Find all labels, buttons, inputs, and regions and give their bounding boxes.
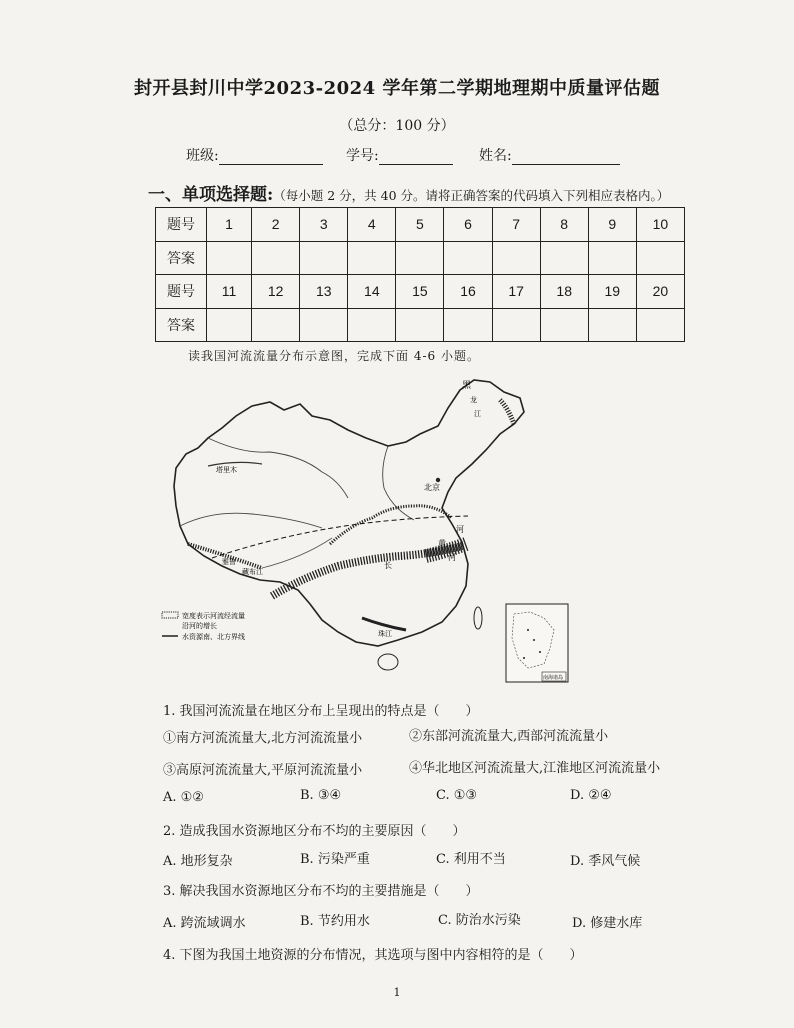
map-intro: 读我国河流流量分布示意图，完成下面 4-6 小题。 bbox=[188, 349, 480, 363]
q1-item-1: ①南方河流流量大,北方河流流量小 bbox=[163, 731, 363, 746]
question-3-stem: 3. 解决我国水资源地区分布不均的主要措施是（ ） bbox=[163, 884, 479, 899]
answer-cell[interactable] bbox=[492, 241, 540, 275]
answer-cell[interactable] bbox=[396, 308, 444, 342]
num-cell: 17 bbox=[492, 275, 540, 309]
section-note: （每小题 2 分，共 40 分。请将正确答案的代码填入下列相应表格内。） bbox=[273, 188, 670, 203]
answer-cell[interactable] bbox=[207, 308, 252, 342]
label-beijing: 北京 bbox=[424, 483, 440, 492]
label-heilongjiang-3: 江 bbox=[474, 410, 481, 418]
ans-label: 答案 bbox=[156, 308, 207, 342]
num-cell: 10 bbox=[636, 208, 684, 242]
class-field bbox=[186, 145, 323, 165]
name-blank[interactable] bbox=[512, 148, 620, 165]
table-row bbox=[156, 308, 685, 342]
q3-option-b[interactable]: B. 节约用水 bbox=[300, 914, 370, 929]
num-cell: 15 bbox=[396, 275, 444, 309]
table-row bbox=[156, 275, 685, 309]
answer-cell[interactable] bbox=[396, 241, 444, 275]
legend-boundary: 水资源南、北方界线 bbox=[182, 633, 245, 641]
answer-cell[interactable] bbox=[207, 241, 252, 275]
num-cell: 18 bbox=[540, 275, 588, 309]
q1-option-a[interactable]: A. ①② bbox=[163, 790, 204, 805]
inset-label: 南海诸岛 bbox=[543, 675, 564, 681]
q1-option-b[interactable]: B. ③④ bbox=[300, 788, 342, 803]
answer-cell[interactable] bbox=[636, 308, 684, 342]
q2-option-d[interactable]: D. 季风气候 bbox=[570, 854, 641, 869]
num-cell: 1 bbox=[207, 208, 252, 242]
num-cell: 5 bbox=[396, 208, 444, 242]
answer-cell[interactable] bbox=[300, 308, 348, 342]
class-label: 班级: bbox=[186, 148, 219, 164]
hainan-island bbox=[378, 654, 398, 670]
num-label: 题号 bbox=[156, 275, 207, 309]
q1-option-c[interactable]: C. ①③ bbox=[436, 788, 478, 803]
q1-item-3: ③高原河流流量大,平原河流流量小 bbox=[163, 763, 363, 778]
table-row bbox=[156, 208, 685, 242]
label-heilongjiang-2: 龙 bbox=[470, 396, 477, 404]
q2-option-b[interactable]: B. 污染严重 bbox=[300, 852, 370, 867]
china-outline bbox=[174, 380, 524, 646]
answer-cell[interactable] bbox=[348, 308, 396, 342]
num-cell: 11 bbox=[207, 275, 252, 309]
id-blank[interactable] bbox=[379, 148, 453, 165]
q2-option-a[interactable]: A. 地形复杂 bbox=[163, 854, 233, 869]
q3-option-c[interactable]: C. 防治水污染 bbox=[438, 913, 521, 928]
answer-cell[interactable] bbox=[588, 241, 636, 275]
label-huang-he: 河 bbox=[448, 553, 456, 562]
answer-table bbox=[155, 207, 685, 342]
label-zangbu: 藏布江 bbox=[242, 568, 263, 576]
answer-cell[interactable] bbox=[348, 241, 396, 275]
total-score: （总分：100 分） bbox=[339, 118, 455, 134]
label-heilongjiang: 黑 bbox=[462, 381, 472, 391]
page-number: 1 bbox=[393, 986, 401, 999]
yangtze-river bbox=[272, 546, 462, 596]
q1-item-2: ②东部河流流量大,西部河流流量小 bbox=[409, 729, 609, 744]
label-tarim: 塔里木 bbox=[216, 466, 237, 474]
question-1-stem: 1. 我国河流流量在地区分布上呈现出的特点是（ ） bbox=[163, 704, 479, 719]
legend-width: 宽度表示河流经流量 bbox=[182, 612, 245, 620]
num-cell: 8 bbox=[540, 208, 588, 242]
num-cell: 13 bbox=[300, 275, 348, 309]
num-cell: 14 bbox=[348, 275, 396, 309]
q1-item-4: ④华北地区河流流量大,江淮地区河流流量小 bbox=[409, 761, 661, 776]
answer-cell[interactable] bbox=[636, 241, 684, 275]
q1-option-d[interactable]: D. ②④ bbox=[570, 788, 612, 803]
num-cell: 12 bbox=[252, 275, 300, 309]
answer-cell[interactable] bbox=[588, 308, 636, 342]
answer-cell[interactable] bbox=[540, 308, 588, 342]
num-cell: 16 bbox=[444, 275, 492, 309]
q3-option-d[interactable]: D. 修建水库 bbox=[572, 916, 643, 931]
label-huang: 黄 bbox=[438, 539, 446, 548]
label-zhujiang: 珠江 bbox=[378, 630, 392, 638]
label-yarlung: 雅鲁 bbox=[222, 558, 236, 566]
num-cell: 4 bbox=[348, 208, 396, 242]
num-cell: 20 bbox=[636, 275, 684, 309]
class-blank[interactable] bbox=[219, 148, 323, 165]
name-label: 姓名: bbox=[479, 148, 512, 164]
answer-cell[interactable] bbox=[300, 241, 348, 275]
pearl-river bbox=[362, 618, 406, 630]
num-cell: 9 bbox=[588, 208, 636, 242]
q2-option-c[interactable]: C. 利用不当 bbox=[436, 852, 506, 867]
id-field bbox=[346, 145, 453, 165]
yellow-river bbox=[330, 506, 452, 544]
answer-cell[interactable] bbox=[540, 241, 588, 275]
num-cell: 3 bbox=[300, 208, 348, 242]
table-row bbox=[156, 241, 685, 275]
section-title: 一、单项选择题: bbox=[148, 185, 274, 205]
answer-cell[interactable] bbox=[444, 241, 492, 275]
label-hai: 河 bbox=[456, 525, 464, 534]
question-2-stem: 2. 造成我国水资源地区分布不均的主要原因（ ） bbox=[163, 824, 466, 839]
name-field bbox=[479, 145, 620, 165]
num-cell: 19 bbox=[588, 275, 636, 309]
answer-cell[interactable] bbox=[492, 308, 540, 342]
river-flow-map bbox=[152, 368, 588, 688]
ans-label: 答案 bbox=[156, 241, 207, 275]
label-yangtze: 长 bbox=[384, 561, 392, 570]
answer-cell[interactable] bbox=[444, 308, 492, 342]
page-title: 封开县封川中学2023-2024 学年第二学期地理期中质量评估题 bbox=[134, 78, 660, 99]
id-label: 学号: bbox=[346, 148, 379, 164]
num-label: 题号 bbox=[156, 208, 207, 242]
question-4-stem: 4. 下图为我国土地资源的分布情况，其选项与图中内容相符的是（ ） bbox=[163, 948, 583, 963]
num-cell: 6 bbox=[444, 208, 492, 242]
num-cell: 2 bbox=[252, 208, 300, 242]
answer-cell[interactable] bbox=[252, 308, 300, 342]
num-cell: 7 bbox=[492, 208, 540, 242]
section-heading bbox=[148, 180, 669, 205]
south-sea-inset bbox=[506, 604, 568, 682]
answer-cell[interactable] bbox=[252, 241, 300, 275]
q3-option-a[interactable]: A. 跨流域调水 bbox=[163, 916, 246, 931]
legend-along: 沿河的增长 bbox=[182, 622, 217, 630]
